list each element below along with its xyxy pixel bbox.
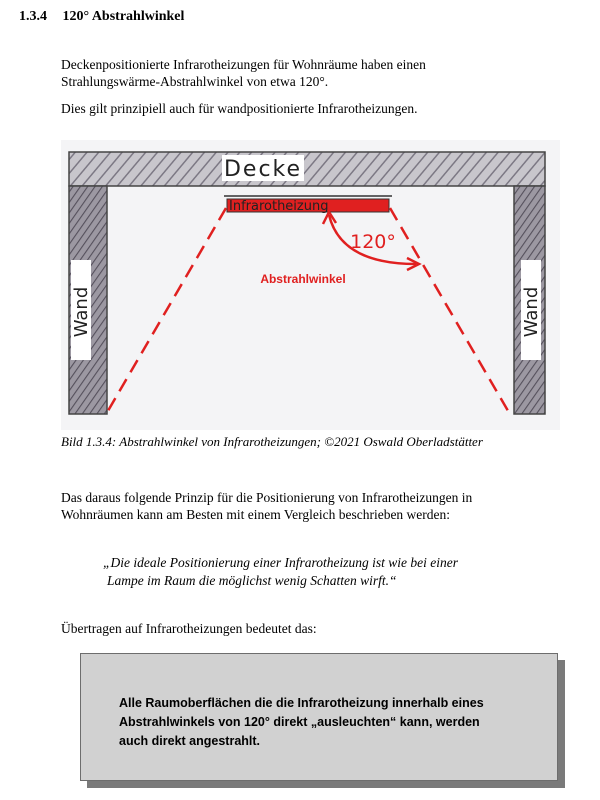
principle-line-1: Das daraus folgende Prinzip für die Positionierung von Infrarotheizungen in [61, 490, 473, 505]
beam-label: Abstrahlwinkel [260, 272, 346, 286]
left-wall-label: Wand [71, 286, 92, 338]
intro-line-2: Strahlungswärme-Abstrahlwinkel von etwa 120°. [61, 74, 329, 89]
callout-line-3: auch direkt angestrahlt. [119, 734, 261, 748]
intro-paragraph [61, 56, 561, 90]
wall-note-paragraph: Dies gilt prinzipiell auch für wandpositionierte Infrarotheizungen. [61, 101, 418, 116]
angle-label: 120° [350, 231, 396, 253]
section-heading [19, 9, 184, 25]
quote-line-1: „Die ideale Positionierung einer Infrarotheizung ist wie bei einer [103, 555, 458, 570]
ceiling-shape [69, 152, 545, 186]
quote-block [103, 554, 458, 590]
ceiling-label: Decke [223, 157, 303, 182]
principle-line-2: Wohnräumen kann am Besten mit einem Vergleich beschrieben werden: [61, 507, 451, 522]
section-number: 1.3.4 [19, 9, 47, 24]
callout-box [80, 653, 558, 781]
radiation-angle-drawing [61, 140, 560, 430]
intro-line-1: Deckenpositionierte Infrarotheizungen für Wohnräume haben einen [61, 57, 426, 72]
heater-label: Infrarotheizung [229, 199, 329, 214]
callout-line-2: Abstrahlwinkels von 120° direkt „ausleuchten“ kann, werden [119, 715, 480, 729]
radiation-angle-figure [61, 140, 560, 430]
right-wall-label: Wand [521, 286, 542, 338]
figure-caption: Bild 1.3.4: Abstrahlwinkel von Infrarotheizungen; ©2021 Oswald Oberladstätter [61, 434, 483, 449]
transfer-paragraph: Übertragen auf Infrarotheizungen bedeutet das: [61, 621, 317, 636]
principle-paragraph [61, 489, 581, 523]
section-title: 120° Abstrahlwinkel [62, 9, 185, 24]
callout-line-1: Alle Raumoberflächen die die Infrarotheizung innerhalb eines [119, 696, 484, 710]
quote-line-2: Lampe im Raum die möglichst wenig Schatten wirft.“ [107, 573, 397, 588]
callout-text [119, 694, 539, 751]
